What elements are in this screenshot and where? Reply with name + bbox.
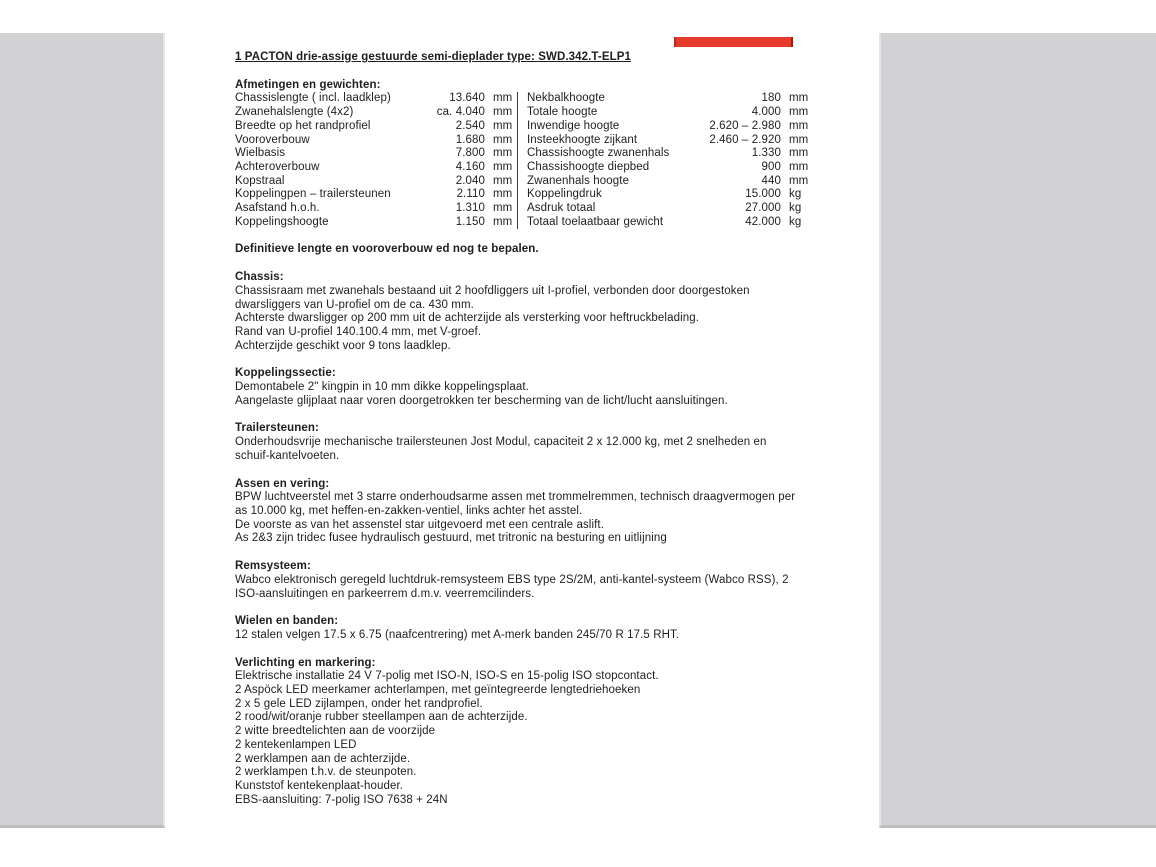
spec-line: 2 x 5 gele LED zijlampen, onder het randprofiel. — [235, 697, 483, 710]
spec-line: Aangelaste glijplaat naar voren doorgetrokken ter bescherming van de licht/lucht aansluitingen. — [235, 394, 728, 407]
dim-label: Asdruk totaal — [527, 202, 596, 215]
spec-line: EBS-aansluiting: 7-polig ISO 7638 + 24N — [235, 793, 448, 806]
dim-unit: mm — [789, 147, 809, 160]
dim-label: Asafstand h.o.h. — [235, 202, 320, 215]
dim-value: 900 — [761, 160, 781, 173]
dim-value: 4.160 — [455, 160, 485, 173]
dim-label: Inwendige hoogte — [527, 119, 620, 132]
table-row — [527, 147, 813, 161]
table-row — [527, 216, 813, 230]
table-row — [527, 188, 813, 202]
dim-label: Wielbasis — [235, 147, 286, 160]
spec-line: BPW luchtveerstel met 3 starre onderhoudsarme assen met trommelremmen, technisch draagvermogen per — [235, 491, 796, 504]
spec-line: as 10.000 kg, met heffen-en-zakken-ventiel, links achter het asstel. — [235, 504, 583, 517]
dim-unit: mm — [493, 188, 513, 201]
spec-line: 2 witte breedtelichten aan de voorzijde — [235, 725, 436, 738]
spec-line: 2 Aspöck LED meerkamer achterlampen, met geïntegreerde lengtedriehoeken — [235, 684, 641, 697]
spec-line: 2 rood/wit/oranje rubber steellampen aan de achterzijde. — [235, 711, 528, 724]
dim-unit: mm — [789, 106, 809, 119]
spec-line: Wabco elektronisch geregeld luchtdruk-remsysteem EBS type 2S/2M, anti-kantel-systeem (Wabco RSS), 2 — [235, 573, 789, 586]
spec-line: 2 werklampen aan de achterzijde. — [235, 752, 411, 765]
viewer-left-margin — [0, 33, 165, 828]
section-assen-en-vering — [235, 478, 813, 547]
spec-line: ISO-aansluitingen en parkeerrem d.m.v. veerremcilinders. — [235, 587, 535, 600]
table-row — [235, 147, 517, 161]
dim-value: 7.800 — [455, 147, 485, 160]
spec-line: 2 kentekenlampen LED — [235, 738, 357, 751]
section-heading: Remsysteem: — [235, 560, 311, 573]
pending-dimensions-note: Definitieve lengte en vooroverbouw ed nog te bepalen. — [235, 243, 539, 256]
spec-line: De voorste as van het assenstel star uitgevoerd met een centrale aslift. — [235, 518, 605, 531]
spec-line: As 2&3 zijn tridec fusee hydraulisch gestuurd, met tritronic na besturing en uitlijning — [235, 532, 667, 545]
spec-line: Achterzijde geschikt voor 9 tons laadklep. — [235, 339, 451, 352]
dim-value: ca. 4.040 — [436, 106, 485, 119]
dim-label: Vooroverbouw — [235, 133, 310, 146]
dim-value: 180 — [761, 92, 781, 105]
table-row — [527, 134, 813, 148]
dim-unit: mm — [493, 119, 513, 132]
dim-value: 15.000 — [745, 188, 781, 201]
table-row — [235, 175, 517, 189]
spec-document-page — [235, 51, 813, 807]
section-chassis — [235, 271, 813, 353]
table-row — [235, 120, 517, 134]
section-heading: Assen en vering: — [235, 477, 330, 490]
viewer-right-margin — [879, 33, 1156, 828]
section-wielen-en-banden — [235, 615, 813, 642]
dim-unit: kg — [789, 215, 802, 228]
dim-label: Zwanehalslengte (4x2) — [235, 106, 354, 119]
table-row — [527, 92, 813, 106]
dim-label: Chassishoogte zwanenhals — [527, 147, 670, 160]
dim-unit: mm — [493, 92, 513, 105]
table-row — [527, 161, 813, 175]
dim-value: 2.620 – 2.980 — [709, 119, 781, 132]
dim-label: Zwanenhals hoogte — [527, 174, 630, 187]
dim-value: 1.330 — [751, 147, 781, 160]
section-heading: Wielen en banden: — [235, 615, 339, 628]
dim-value: 13.640 — [449, 92, 485, 105]
section-heading: Chassis: — [235, 271, 284, 284]
table-row — [235, 92, 517, 106]
dimensions-heading: Afmetingen en gewichten: — [235, 78, 381, 91]
table-row — [235, 202, 517, 216]
spec-line: Chassisraam met zwanehals bestaand uit 2 hoofdliggers uit I-profiel, verbonden door doorgestoken — [235, 284, 750, 297]
spec-line: Demontabele 2" kingpin in 10 mm dikke koppelingsplaat. — [235, 381, 529, 394]
table-row — [235, 134, 517, 148]
section-heading: Verlichting en markering: — [235, 656, 376, 669]
dim-label: Achteroverbouw — [235, 160, 320, 173]
dimensions-left-column — [235, 92, 517, 229]
table-row — [527, 106, 813, 120]
dim-value: 42.000 — [745, 215, 781, 228]
dim-value: 2.540 — [455, 119, 485, 132]
dim-value: 27.000 — [745, 202, 781, 215]
dimensions-table — [235, 92, 813, 229]
dim-value: 1.680 — [455, 133, 485, 146]
section-heading: Koppelingssectie: — [235, 367, 336, 380]
dim-label: Koppelingpen – trailersteunen — [235, 188, 391, 201]
dim-label: Insteekhoogte zijkant — [527, 133, 638, 146]
table-row — [527, 175, 813, 189]
dim-label: Koppelingshoogte — [235, 215, 329, 228]
section-trailersteunen — [235, 422, 813, 463]
dim-label: Chassishoogte diepbed — [527, 160, 650, 173]
document-title: 1 PACTON drie-assige gestuurde semi-dieplader type: SWD.342.T-ELP1 — [235, 51, 632, 63]
section-heading: Trailersteunen: — [235, 422, 319, 435]
spec-line: Kunststof kentekenplaat-houder. — [235, 779, 404, 792]
dim-value: 440 — [761, 174, 781, 187]
dim-unit: mm — [789, 133, 809, 146]
table-row — [527, 202, 813, 216]
dim-unit: mm — [789, 174, 809, 187]
table-row — [235, 106, 517, 120]
spec-line: 12 stalen velgen 17.5 x 6.75 (naafcentrering) met A-merk banden 245/70 R 17.5 RHT. — [235, 628, 680, 641]
table-row — [527, 120, 813, 134]
dim-unit: mm — [789, 160, 809, 173]
dim-value: 1.310 — [455, 202, 485, 215]
spec-line: schuif-kantelvoeten. — [235, 449, 340, 462]
dim-unit: mm — [493, 160, 513, 173]
dim-label: Kopstraal — [235, 174, 285, 187]
spec-line: 2 werklampen t.h.v. de steunpoten. — [235, 766, 417, 779]
section-koppelingssectie — [235, 367, 813, 408]
dim-unit: mm — [493, 133, 513, 146]
redaction-bar — [674, 37, 793, 47]
dim-unit: kg — [789, 188, 802, 201]
dim-label: Koppelingdruk — [527, 188, 602, 201]
dim-unit: mm — [493, 147, 513, 160]
dim-value: 2.110 — [456, 188, 485, 201]
spec-line: Onderhoudsvrije mechanische trailersteunen Jost Modul, capaciteit 2 x 12.000 kg, met 2 snelheden en — [235, 436, 767, 449]
dim-unit: mm — [493, 106, 513, 119]
table-row — [235, 216, 517, 230]
table-row — [235, 188, 517, 202]
dim-unit: kg — [789, 202, 802, 215]
dim-unit: mm — [493, 202, 513, 215]
dim-value: 1.150 — [455, 215, 485, 228]
dim-label: Chassislengte ( incl. laadklep) — [235, 92, 391, 105]
spec-line: Rand van U-profiel 140.100.4 mm, met V-groef. — [235, 325, 482, 338]
dim-label: Nekbalkhoogte — [527, 92, 606, 105]
table-row — [235, 161, 517, 175]
dimensions-right-column — [517, 92, 813, 229]
dim-unit: mm — [493, 215, 513, 228]
spec-line: Achterste dwarsligger op 200 mm uit de achterzijde als versterking voor heftruckbelading. — [235, 312, 700, 325]
dim-unit: mm — [789, 92, 809, 105]
dim-label: Breedte op het randprofiel — [235, 119, 371, 132]
dim-value: 2.460 – 2.920 — [709, 133, 781, 146]
spec-line: Elektrische installatie 24 V 7-polig met ISO-N, ISO-S en 15-polig ISO stopcontact. — [235, 670, 659, 683]
dim-unit: mm — [493, 174, 513, 187]
dim-value: 4.000 — [751, 106, 781, 119]
dim-label: Totale hoogte — [527, 106, 598, 119]
dim-label: Totaal toelaatbaar gewicht — [527, 215, 664, 228]
dim-unit: mm — [789, 119, 809, 132]
dim-value: 2.040 — [455, 174, 485, 187]
section-remsysteem — [235, 560, 813, 601]
section-verlichting-en-markering — [235, 657, 813, 808]
spec-line: dwarsliggers van U-profiel om de ca. 430 mm. — [235, 298, 474, 311]
